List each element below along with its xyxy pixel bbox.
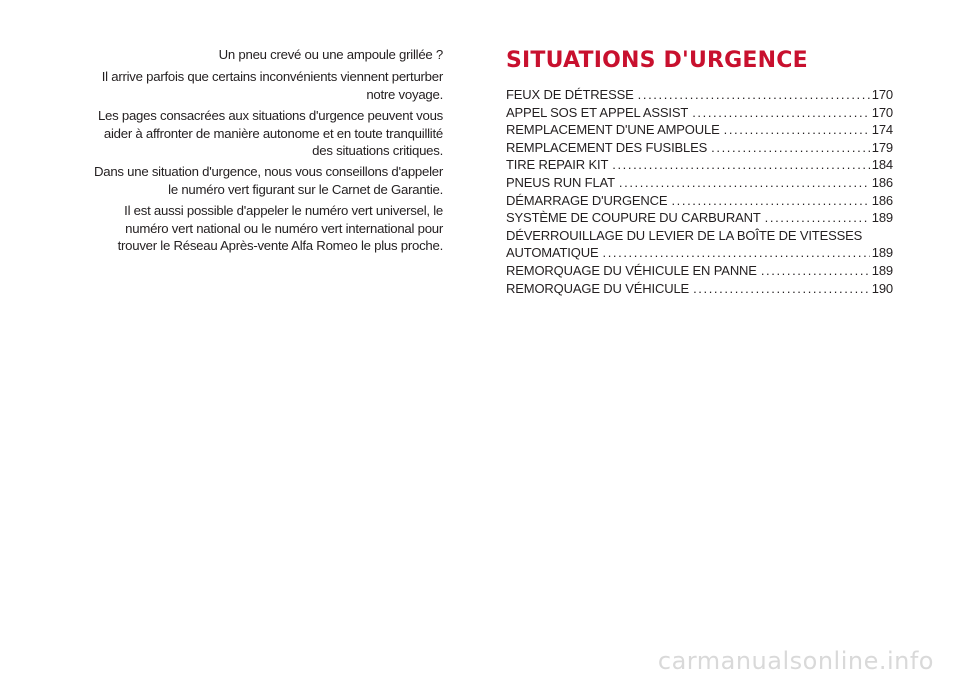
- dot-leader: [692, 104, 870, 122]
- toc-entry[interactable]: [506, 262, 893, 280]
- toc-entry-label-line1: DÉVERROUILLAGE DU LEVIER DE LA BOÎTE DE VITESSES: [506, 227, 863, 243]
- watermark: carmanualsonline.info: [657, 647, 934, 675]
- dot-leader: [724, 121, 870, 139]
- dot-leader: [765, 209, 870, 227]
- toc-entry[interactable]: [506, 280, 893, 298]
- toc-entry-page: 184: [871, 157, 893, 173]
- section-title: SITUATIONS D'URGENCE: [506, 48, 808, 73]
- toc-entry-label: REMORQUAGE DU VÉHICULE EN PANNE: [506, 262, 757, 278]
- toc-entry[interactable]: [506, 174, 893, 192]
- dot-leader: [619, 174, 870, 192]
- intro-question: Un pneu crevé ou une ampoule grillée ?: [218, 47, 443, 62]
- dot-leader: [711, 139, 870, 157]
- toc-entry-page: 186: [871, 174, 893, 190]
- toc-entry-page: 189: [871, 210, 893, 226]
- intro-paragraph: Il est aussi possible d'appeler le numéro vert universel, le numéro vert national ou le numéro vert international pour trouver le Réseau Après-vente Alfa Romeo le plus proche.: [117, 203, 443, 254]
- toc-entry-label: FEUX DE DÉTRESSE: [506, 87, 634, 102]
- dot-leader: [603, 244, 870, 262]
- toc-entry-label: DÉMARRAGE D'URGENCE: [506, 192, 668, 208]
- toc-entry-page: 170: [871, 87, 893, 102]
- dot-leader: [671, 192, 869, 210]
- dot-leader: [638, 86, 870, 104]
- toc-entry-page: 189: [871, 262, 893, 278]
- toc-entry-page: 189: [871, 245, 893, 261]
- dot-leader: [693, 280, 870, 298]
- toc-entry-label: APPEL SOS ET APPEL ASSIST: [506, 104, 689, 120]
- toc-entry[interactable]: [506, 227, 893, 262]
- toc-entry[interactable]: [506, 139, 893, 157]
- intro-text: [90, 46, 443, 258]
- toc-entry[interactable]: [506, 156, 893, 174]
- toc-list: [506, 86, 893, 297]
- toc-entry-label: REMPLACEMENT D'UNE AMPOULE: [506, 122, 720, 138]
- dot-leader: [761, 262, 870, 280]
- toc-entry[interactable]: [506, 104, 893, 122]
- dot-leader: [612, 156, 870, 174]
- toc-entry-label: TIRE REPAIR KIT: [506, 157, 609, 173]
- intro-paragraph: Dans une situation d'urgence, nous vous conseillons d'appeler le numéro vert figurant sur le Carnet de Garantie.: [93, 164, 443, 197]
- intro-paragraph: Il arrive parfois que certains inconvénients viennent perturber notre voyage.: [101, 69, 443, 102]
- toc-entry-page: 179: [871, 139, 893, 155]
- table-of-contents: [506, 46, 893, 297]
- toc-entry-label: PNEUS RUN FLAT: [506, 174, 615, 190]
- intro-paragraph: Les pages consacrées aux situations d'urgence peuvent vous aider à affronter de manière autonome et en toute tranquillité des situations critiques.: [97, 108, 443, 159]
- toc-entry-page: 174: [871, 122, 893, 138]
- toc-entry[interactable]: [506, 209, 893, 227]
- toc-entry-page: 190: [871, 280, 893, 296]
- toc-entry-label: SYSTÈME DE COUPURE DU CARBURANT: [506, 210, 761, 226]
- toc-entry[interactable]: [506, 192, 893, 210]
- toc-entry-label: AUTOMATIQUE: [506, 245, 599, 261]
- toc-entry[interactable]: [506, 121, 893, 139]
- toc-entry[interactable]: [506, 86, 893, 104]
- toc-entry-label: REMORQUAGE DU VÉHICULE: [506, 280, 690, 296]
- toc-entry-page: 186: [871, 192, 893, 208]
- toc-entry-page: 170: [871, 104, 893, 120]
- toc-entry-label: REMPLACEMENT DES FUSIBLES: [506, 139, 708, 155]
